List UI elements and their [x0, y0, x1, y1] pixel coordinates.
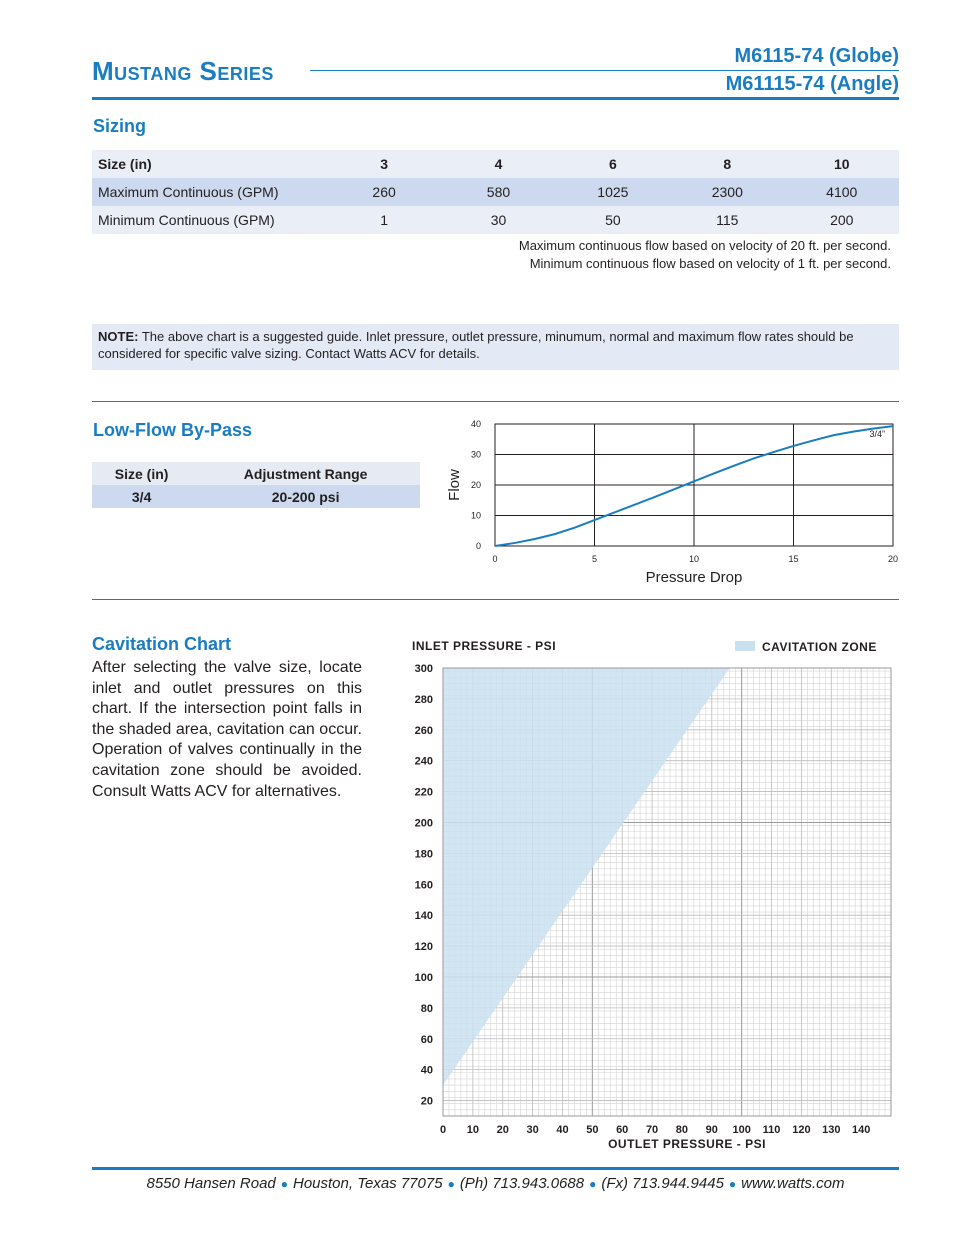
- x-tick-label: 70: [645, 1124, 659, 1136]
- table-cell: 3/4: [92, 485, 191, 508]
- note-text: The above chart is a suggested guide. Inlet pressure, outlet pressure, minumum, normal and maximum flow rates should be considered for specific valve sizing. Contact Watts ACV for details.: [98, 329, 854, 361]
- x-tick-label: 130: [822, 1124, 841, 1136]
- x-tick-label: 30: [526, 1124, 539, 1136]
- x-axis-label: OUTLET PRESSURE - PSI: [608, 1137, 766, 1151]
- y-tick-label: 300: [414, 663, 433, 675]
- table-row: [92, 206, 899, 234]
- footer-rule: [92, 1167, 899, 1170]
- bullet-icon: ●: [447, 1177, 455, 1191]
- y-tick-label: 20: [470, 480, 481, 490]
- table-row: [92, 485, 420, 508]
- table-cell: 1: [327, 206, 441, 234]
- table-cell: 1025: [556, 178, 670, 206]
- y-tick-label: 0: [475, 541, 481, 551]
- x-tick-label: 110: [762, 1124, 781, 1136]
- x-tick-label: 100: [732, 1124, 751, 1136]
- table-cell: 260: [327, 178, 441, 206]
- note-box: [92, 324, 899, 370]
- cavitation-description: After selecting the valve size, locate inlet and outlet pressures on this chart. If the intersection point falls in the shaded area, cavitation can occur. Operation of valves continually in the cavitation zone should be avoided. Consult Watts ACV for alternatives.: [92, 659, 362, 800]
- footnote-min: Minimum continuous flow based on velocity of 1 ft. per second.: [529, 256, 891, 271]
- x-tick-label: 60: [616, 1124, 629, 1136]
- table-cell: 30: [441, 206, 555, 234]
- y-tick-label: 40: [470, 419, 481, 429]
- table-cell: 4100: [785, 178, 899, 206]
- cavitation-chart: [405, 635, 905, 1155]
- table-cell: 20-200 psi: [191, 485, 420, 508]
- legend-swatch: [735, 641, 755, 651]
- x-tick-label: 40: [556, 1124, 569, 1136]
- y-tick-label: 180: [414, 848, 433, 861]
- series-label: 3/4”: [869, 429, 885, 439]
- sizing-table: [92, 150, 899, 234]
- y-tick-label: 280: [414, 693, 433, 706]
- y-tick-label: 80: [420, 1002, 433, 1015]
- x-tick-label: 15: [788, 554, 799, 564]
- y-tick-label: 140: [414, 910, 433, 923]
- x-tick-label: 90: [705, 1124, 718, 1136]
- note-label: NOTE:: [98, 329, 139, 344]
- table-header-cell: 3: [327, 150, 441, 178]
- cavitation-title: Cavitation Chart: [92, 634, 232, 654]
- y-tick-label: 20: [420, 1095, 433, 1108]
- x-tick-label: 20: [887, 554, 899, 564]
- bullet-icon: ●: [728, 1177, 737, 1191]
- table-header-cell: 4: [441, 150, 555, 178]
- table-cell: 115: [670, 206, 784, 234]
- y-tick-label: 100: [414, 971, 433, 984]
- table-header-cell: 8: [670, 150, 784, 178]
- y-tick-label: 240: [414, 755, 433, 768]
- table-header-cell: 10: [785, 150, 899, 178]
- table-row: [92, 462, 420, 485]
- x-axis-label: Pressure Drop: [645, 569, 743, 586]
- footer-address: 8550 Hansen Road: [146, 1175, 276, 1192]
- chart-title: INLET PRESSURE - PSI: [412, 639, 557, 653]
- table-header-cell: Adjustment Range: [191, 462, 420, 485]
- flow-chart: [440, 410, 910, 590]
- low-flow-table: [92, 462, 420, 508]
- y-tick-label: 260: [414, 724, 433, 737]
- x-tick-label: 0: [492, 554, 498, 564]
- model-globe: M6115-74 (Globe): [734, 45, 899, 67]
- y-tick-label: 40: [420, 1064, 433, 1077]
- x-tick-label: 20: [496, 1124, 509, 1136]
- footer-web[interactable]: www.watts.com: [741, 1175, 845, 1192]
- table-header-cell: Size (in): [92, 150, 327, 178]
- low-flow-title: Low-Flow By-Pass: [93, 420, 253, 440]
- x-tick-label: 140: [851, 1124, 871, 1136]
- y-tick-label: 60: [420, 1033, 433, 1046]
- table-cell: 580: [441, 178, 555, 206]
- x-tick-label: 5: [591, 554, 598, 564]
- table-cell: 50: [556, 206, 670, 234]
- header-rule: [92, 97, 899, 100]
- footnote-max: Maximum continuous flow based on velocity of 20 ft. per second.: [518, 238, 891, 253]
- bullet-icon: ●: [280, 1177, 288, 1191]
- y-tick-label: 220: [414, 786, 433, 799]
- x-tick-label: 0: [439, 1124, 447, 1136]
- footer-phone: (Ph) 713.943.0688: [459, 1175, 585, 1192]
- y-tick-label: 30: [470, 449, 481, 460]
- table-cell: 200: [785, 206, 899, 234]
- y-tick-label: 120: [414, 941, 433, 954]
- table-header-cell: 6: [556, 150, 670, 178]
- section-divider: [92, 401, 899, 402]
- table-cell: Minimum Continuous (GPM): [92, 206, 327, 234]
- y-tick-label: 200: [414, 817, 433, 830]
- table-row: [92, 150, 899, 178]
- table-cell: Maximum Continuous (GPM): [92, 178, 327, 206]
- footer-city: Houston, Texas 77075: [293, 1175, 443, 1192]
- section-divider: [92, 599, 899, 600]
- footer: [92, 1175, 899, 1192]
- table-row: [92, 178, 899, 206]
- series-title: Mustang Series: [92, 56, 274, 86]
- table-header-cell: Size (in): [92, 462, 191, 485]
- footer-fax: (Fx) 713.944.9445: [601, 1175, 724, 1192]
- x-tick-label: 80: [675, 1124, 689, 1136]
- x-tick-label: 10: [466, 1124, 479, 1136]
- bullet-icon: ●: [589, 1177, 597, 1191]
- y-tick-label: 160: [414, 879, 433, 892]
- sizing-title: Sizing: [93, 116, 146, 136]
- table-cell: 2300: [670, 178, 784, 206]
- header-divider: [310, 70, 899, 71]
- x-tick-label: 50: [586, 1124, 599, 1136]
- model-angle: M61115-74 (Angle): [725, 73, 899, 95]
- legend-label: CAVITATION ZONE: [762, 640, 877, 654]
- x-tick-label: 120: [792, 1124, 811, 1136]
- y-tick-label: 10: [470, 510, 481, 521]
- y-axis-label: Flow: [446, 469, 463, 501]
- x-tick-label: 10: [688, 554, 700, 564]
